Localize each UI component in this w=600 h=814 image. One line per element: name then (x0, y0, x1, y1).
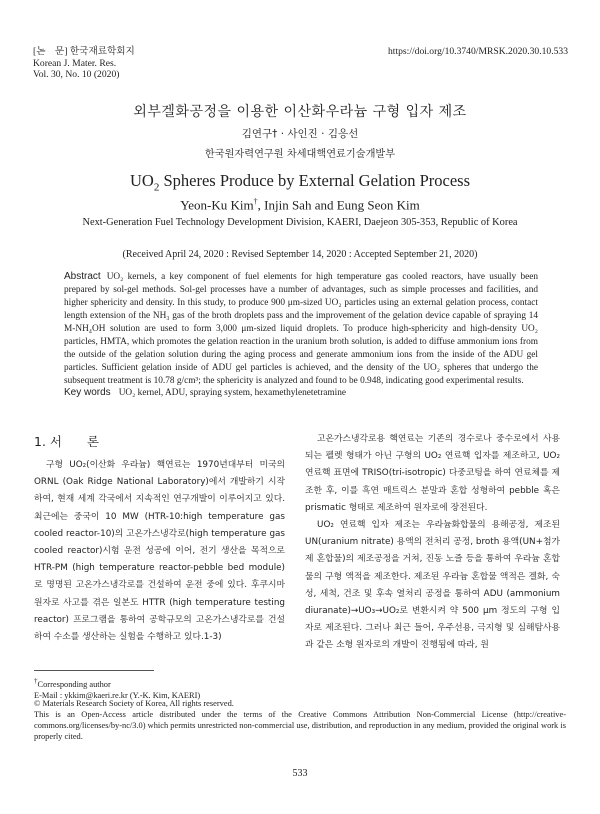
page-number: 533 (292, 768, 308, 779)
title-subscript: 2 (153, 181, 160, 194)
doi-link[interactable]: https://doi.org/10.3740/MRSK.2020.30.10.533 (388, 46, 568, 57)
paragraph: 고온가스냉각로용 핵연료는 기존의 경수로나 중수로에서 사용되는 펠렛 형태가 아닌 구형의 UO₂ 연료핵 입자를 제조하고, UO₂ 연료핵 표면에 TRISO(tri-isotropic) 다중코팅을 하여 연료체를 제조한 후, 이를 흑연 매트릭스 분말과 혼합 성형하여 pebble 혹은 prismatic 형태로 제조하여 원자로에 장전된다. (305, 434, 560, 513)
keywords (64, 387, 538, 398)
author-first: Yeon-Ku Kim (180, 197, 254, 213)
korean-authors: 김연구† · 사인진 · 김응선 (241, 128, 359, 140)
korean-title: 외부겔화공정을 이용한 이산화우라늄 구형 입자 제조 (133, 104, 467, 120)
abstract (64, 270, 538, 388)
footnote-divider (34, 670, 154, 671)
received-dates: (Received April 24, 2020 : Revised September 14, 2020 : Accepted September 21, 2020) (122, 249, 478, 260)
journal-header (33, 46, 135, 81)
title-rest: Spheres Produce by External Gelation Process (159, 171, 471, 190)
keywords-text: UO₂ kernel, ADU, spraying system, hexamethylenetetramine (118, 388, 347, 398)
footnote-license (34, 698, 566, 742)
paragraph: 구형 UO₂(이산화 우라늄) 핵연료는 1970년대부터 미국의 ORNL (Oak Ridge National Laboratory)에서 개발하기 시작하여, 현재 세계 각국에서 지속적인 연구개발이 이루어지고 있다. 최근에는 중국이 10 MW (HTR-10:high temperature gas cooled reactor-10)의 고온가스냉각로(high temperature gas cooled reactor)시험 운전 성공에 이어, 전기 생산을 목적으로 HTR-PM (high temperature reactor-pebble bed module)로 명명된 고온가스냉각로를 건설하여 운전 중에 있다. 후쿠시마 원자로 사고를 겪은 일본도 HTTR (high temperature testing reactor) 프로그램을 통하여 공학규모의 고온가스냉각로를 건설하여 수소를 생산하는 실험을 수행하고 있다.1-3) (34, 460, 285, 643)
author-rest: , Injin Sah and Eung Seon Kim (257, 197, 420, 213)
section-heading: 1. 서 론 (34, 434, 100, 449)
copyright-text: © Materials Research Society of Korea, All rights reserved. (34, 699, 234, 708)
abstract-label: Abstract (64, 271, 101, 282)
journal-volume: Vol. 30, No. 10 (2020) (33, 69, 120, 80)
paragraph: UO₂ 연료핵 입자 제조는 우라늄화합물의 용해공정, 제조된 UN(uranium nitrate) 용액의 전처리 공정, broth 용액(UN+첨가제 혼합물)의 제조공정을 거쳐, 진동 노즐 등을 통하여 우라늄 혼합물의 구형 액적을 제조한다. 제조된 우라늄 혼합물 액적은 겔화, 숙성, 세척, 건조 및 후속 열처리 공정을 통하여 ADU (ammonium diuranate)→UO₃→UO₂로 변환시켜 약 500 μm 정도의 구형 입자로 제조된다. 그러나 최근 들어, 우주선용, 극지형 및 심해탐사용과 같은 소형 원자로의 개발이 진행됨에 따라, 원 (305, 520, 560, 651)
right-column (305, 431, 560, 655)
english-title (0, 171, 600, 193)
footnote-mark: † (34, 677, 38, 685)
title-prefix: UO (129, 171, 154, 190)
keywords-label: Key words (64, 387, 111, 398)
left-column (34, 457, 285, 646)
english-affiliation: Next-Generation Fuel Technology Development Division, KAERI, Daejeon 305-353, Republic of Korea (82, 217, 518, 228)
footnote-email[interactable]: E-Mail : ykkim@kaeri.re.kr (Y.-K. Kim, KAERI) (34, 690, 201, 700)
english-authors (0, 197, 600, 213)
abstract-text: UO₂ kernels, a key component of fuel elements for high temperature gas cooled reactors, have usually been prepared by sol-gel methods. Sol-gel processes have a number of advantages, such as simple processes and facilities, and higher sphericity and density. In this study, to produce 900 μm-sized UO₂ particles using an external gelation process, contact length extension of the NH₃ gas of the broth droplets pass and the improvement of the gelation device capable of spraying 14 M-NH₄OH solution are used to form 3,000 μm-sized liquid droplets. To produce high-sphericity and high-density UO₂ particles, HMTA, which promotes the gelation reaction in the uranium broth solution, is added to diffuse ammonium ions from the outside of the gelation solution during the aging process and generate ammonium ions from the inside of the ADU gel particles. Sufficient gelation inside of ADU gel particles is achieved, and the density of the UO₂ spheres that undergo the subsequent treatment is 10.78 g/cm³; the sphericity is analyzed and found to be 0.948, indicating good experimental results. (64, 272, 538, 386)
corresponding-mark: † (253, 197, 258, 206)
journal-name-korean: [논 문] 한국재료학회지 (33, 46, 135, 57)
license-text: This is an Open-Access article distributed under the terms of the Creative Commons Attribution Non-Commercial License (http://creative-commons.org/licenses/by-nc/3.0) which permits unrestricted non-commercial use, distribution, and reproduction in any medium, provided the original work is properly cited. (34, 710, 566, 741)
footnote-corr-label: Corresponding author (37, 679, 111, 689)
journal-name-abbrev: Korean J. Mater. Res. (33, 57, 117, 69)
korean-affiliation: 한국원자력연구원 차세대핵연료기술개발부 (204, 149, 396, 160)
